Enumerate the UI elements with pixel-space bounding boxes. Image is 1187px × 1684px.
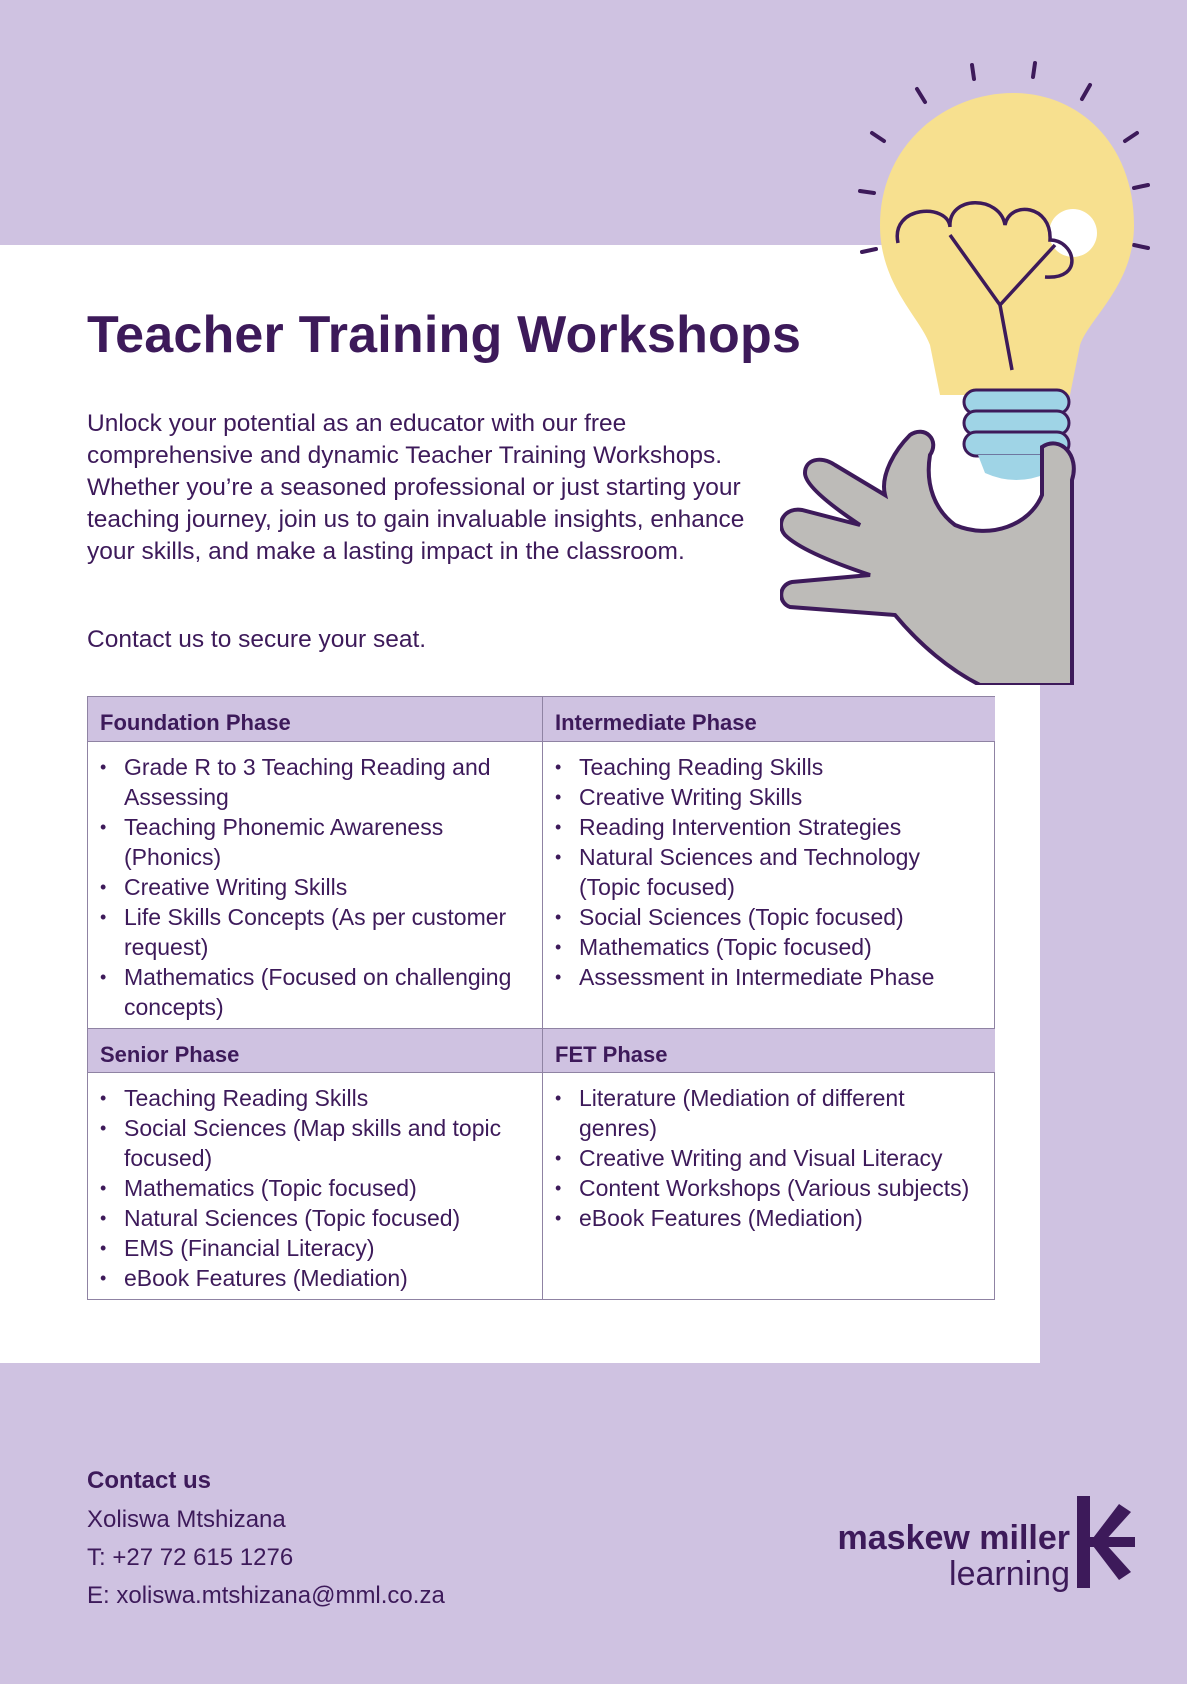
list-item: • Social Sciences (Topic focused) (555, 902, 983, 932)
senior-phase-header: Senior Phase (88, 1028, 542, 1073)
list-item: • Teaching Reading Skills (100, 1083, 530, 1113)
logo-line-1: maskew miller (837, 1519, 1070, 1557)
company-logo-mark-icon (1075, 1494, 1135, 1590)
foundation-phase-cell (88, 742, 542, 1028)
list-item: • eBook Features (Mediation) (555, 1203, 983, 1233)
list-item: • Mathematics (Focused on challenging concepts) (100, 962, 530, 1022)
list-item: • EMS (Financial Literacy) (100, 1233, 530, 1263)
list-item: • Natural Sciences and Technology (Topic focused) (555, 842, 983, 902)
bulb-highlight-shape (1049, 209, 1097, 257)
list-item: • Creative Writing Skills (100, 872, 530, 902)
contact-name: Xoliswa Mtshizana (87, 1506, 286, 1533)
call-to-action: Contact us to secure your seat. (87, 626, 427, 653)
fet-phase-list (555, 1083, 983, 1233)
list-item: • Content Workshops (Various subjects) (555, 1173, 983, 1203)
list-item: • Life Skills Concepts (As per customer request) (100, 902, 530, 962)
intermediate-phase-header: Intermediate Phase (542, 697, 995, 742)
list-item: • Reading Intervention Strategies (555, 812, 983, 842)
senior-phase-cell (88, 1073, 542, 1299)
foundation-phase-list (100, 752, 530, 1022)
list-item: • Literature (Mediation of different genres) (555, 1083, 983, 1143)
contact-heading: Contact us (87, 1467, 212, 1494)
logo-line-2: learning (949, 1555, 1070, 1593)
contact-phone[interactable]: T: +27 72 615 1276 (87, 1544, 294, 1571)
list-item: • Mathematics (Topic focused) (555, 932, 983, 962)
list-item: • eBook Features (Mediation) (100, 1263, 530, 1293)
list-item: • Social Sciences (Map skills and topic focused) (100, 1113, 530, 1173)
list-item: • Teaching Reading Skills (555, 752, 983, 782)
fet-phase-cell (542, 1073, 995, 1299)
company-logo-text (838, 1520, 1070, 1592)
intro-paragraph: Unlock your potential as an educator with our free comprehensive and dynamic Teacher Training Workshops. Whether you’re a seasoned professional or just starting your teaching journey, join us to gain invaluable insights, enhance your skills, and make a lasting impact in the classroom. (87, 410, 745, 565)
intermediate-phase-cell (542, 742, 995, 1028)
phases-table (87, 696, 995, 1300)
foundation-phase-header: Foundation Phase (88, 697, 542, 742)
page-title: Teacher Training Workshops (87, 306, 802, 364)
list-item: • Assessment in Intermediate Phase (555, 962, 983, 992)
intermediate-phase-list (555, 752, 983, 992)
list-item: • Natural Sciences (Topic focused) (100, 1203, 530, 1233)
list-item: • Creative Writing and Visual Literacy (555, 1143, 983, 1173)
contact-email[interactable]: E: xoliswa.mtshizana@mml.co.za (87, 1582, 445, 1609)
senior-phase-list (100, 1083, 530, 1293)
list-item: • Grade R to 3 Teaching Reading and Assessing (100, 752, 530, 812)
list-item: • Creative Writing Skills (555, 782, 983, 812)
list-item: • Mathematics (Topic focused) (100, 1173, 530, 1203)
lightbulb-hand-illustration (780, 55, 1160, 685)
list-item: • Teaching Phonemic Awareness (Phonics) (100, 812, 530, 872)
fet-phase-header: FET Phase (542, 1028, 995, 1073)
